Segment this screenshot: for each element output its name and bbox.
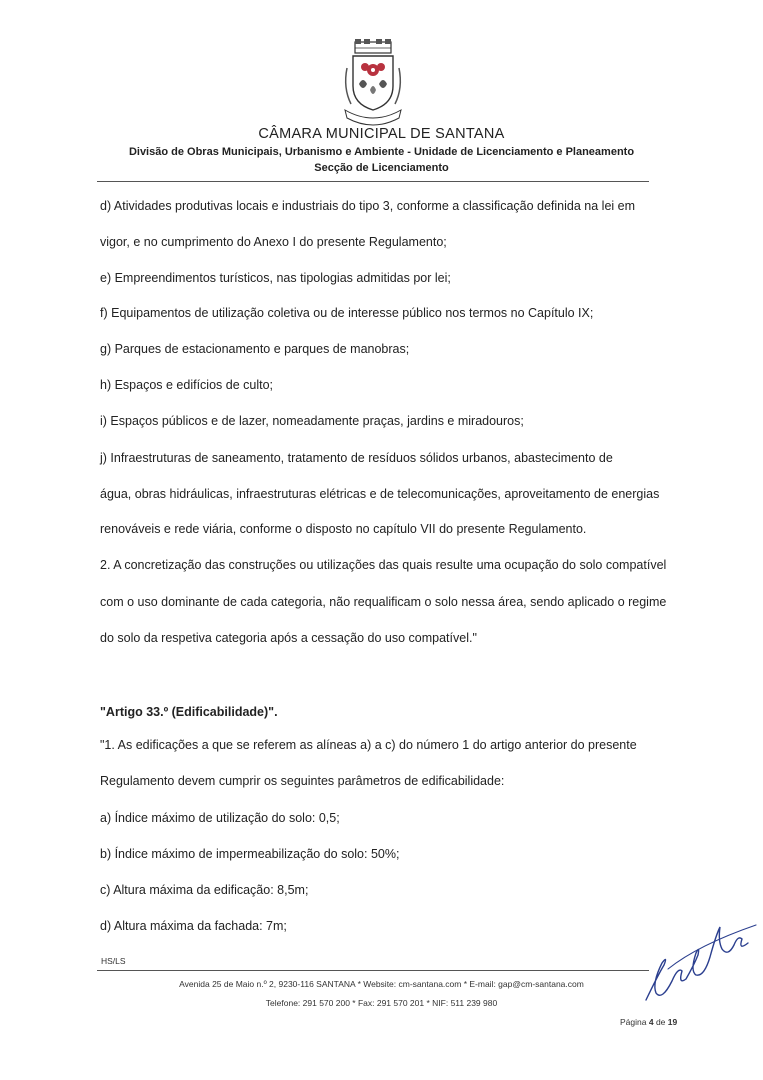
section-name: Secção de Licenciamento: [314, 162, 449, 174]
body-line: b) Índice máximo de impermeabilização do solo: 50%;: [100, 847, 400, 861]
footer-contacts: Telefone: 291 570 200 * Fax: 291 570 201 * NIF: 511 239 980: [265, 998, 498, 1008]
municipal-crest-icon: [337, 38, 409, 128]
page-current: 4: [648, 1017, 654, 1027]
body-line: Regulamento devem cumprir os seguintes parâmetros de edificabilidade:: [100, 774, 505, 788]
page-label: Página: [620, 1017, 647, 1027]
body-line: vigor, e no cumprimento do Anexo I do presente Regulamento;: [100, 235, 447, 249]
body-line: a) Índice máximo de utilização do solo: 0,5;: [100, 811, 340, 825]
body-line: "1. As edificações a que se referem as alíneas a) a c) do número 1 do artigo anterior do presente: [100, 738, 637, 752]
body-line: j) Infraestruturas de saneamento, tratamento de resíduos sólidos urbanos, abastecimento de: [100, 451, 613, 465]
body-line: d) Altura máxima da fachada: 7m;: [100, 919, 287, 933]
page-number: [620, 1017, 677, 1027]
body-line: do solo da respetiva categoria após a cessação do uso compatível.": [100, 631, 477, 645]
footer-address: Avenida 25 de Maio n.º 2, 9230-116 SANTANA * Website: cm-santana.com * E-mail: gap@cm-santana.com: [179, 979, 584, 989]
footer-divider: [97, 970, 649, 971]
body-line: d) Atividades produtivas locais e industriais do tipo 3, conforme a classificação definida na lei em: [100, 199, 636, 213]
body-line: i) Espaços públicos e de lazer, nomeadamente praças, jardins e miradouros;: [100, 414, 524, 428]
header-divider: [97, 181, 649, 182]
body-line: f) Equipamentos de utilização coletiva ou de interesse público nos termos no Capítulo IX;: [100, 306, 594, 320]
article-heading: "Artigo 33.º (Edificabilidade)".: [100, 705, 278, 719]
author-initials: HS/LS: [101, 956, 126, 966]
body-line: h) Espaços e edifícios de culto;: [100, 378, 274, 392]
body-line: água, obras hidráulicas, infraestruturas elétricas e de telecomunicações, aproveitamento de energias: [100, 487, 660, 501]
body-line: c) Altura máxima da edificação: 8,5m;: [100, 883, 309, 897]
organization-name: CÂMARA MUNICIPAL DE SANTANA: [258, 126, 505, 142]
body-line: e) Empreendimentos turísticos, nas tipologias admitidas por lei;: [100, 271, 451, 285]
body-line: 2. A concretização das construções ou utilizações das quais resulte uma ocupação do solo compatível: [100, 558, 667, 572]
body-line: com o uso dominante de cada categoria, não requalificam o solo nessa área, sendo aplicado o regime: [100, 595, 667, 609]
body-line: g) Parques de estacionamento e parques de manobras;: [100, 342, 410, 356]
body-line: renováveis e rede viária, conforme o disposto no capítulo VII do presente Regulamento.: [100, 522, 587, 536]
page-total: 19: [667, 1017, 678, 1027]
division-name: Divisão de Obras Municipais, Urbanismo e Ambiente - Unidade de Licenciamento e Planeamento: [128, 146, 635, 158]
page-of: de: [655, 1017, 666, 1027]
